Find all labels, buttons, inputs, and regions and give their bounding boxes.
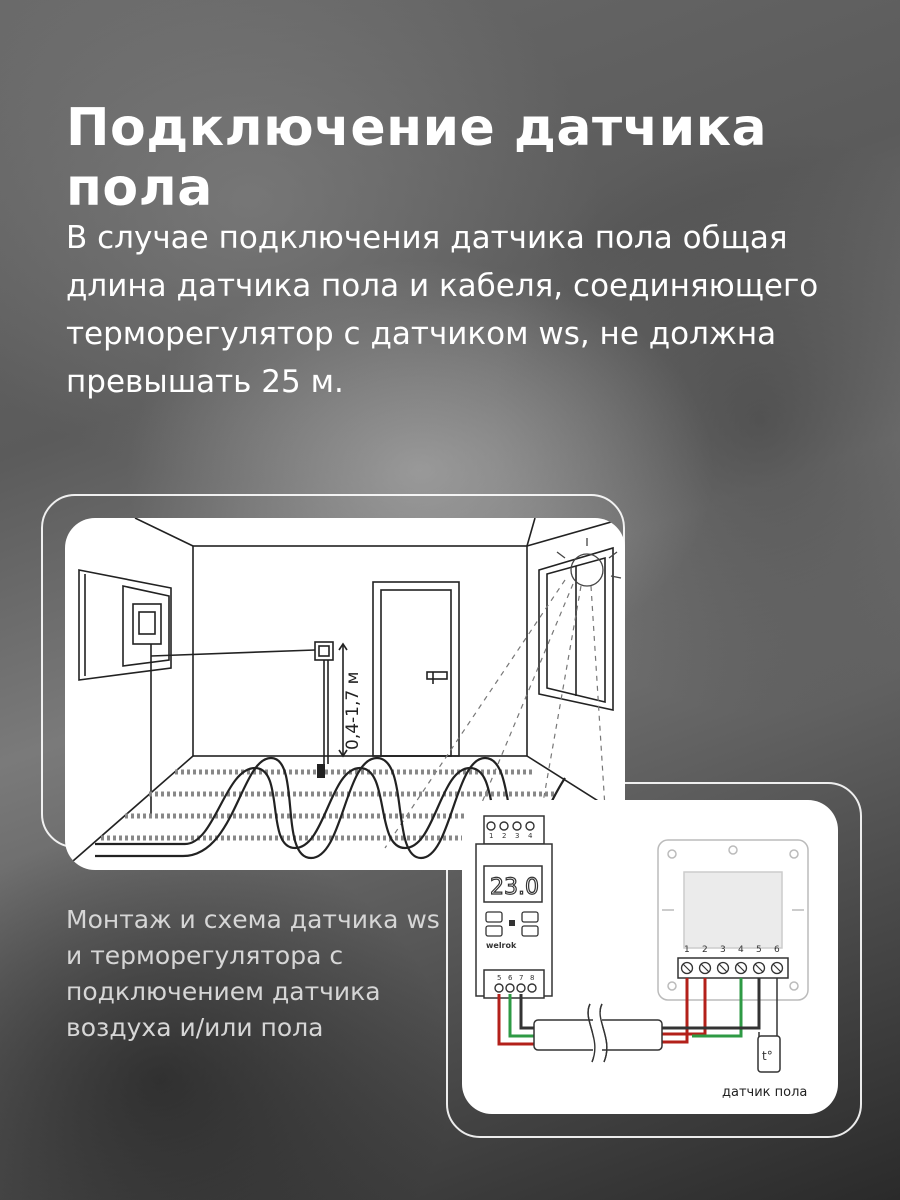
din-thermostat <box>476 816 552 998</box>
sensor-symbol: t° <box>762 1049 773 1063</box>
wiring-diagram <box>462 800 838 1114</box>
description-text: В случае подключения датчика пола общая длина датчика пола и кабеля, соединяющего терморегулятор с датчиком ws, не должна превышать 25 м. <box>66 220 819 400</box>
top-terminal-2: 2 <box>502 832 507 840</box>
top-terminal-3: 3 <box>515 832 520 840</box>
thermostat-display: 23.0 <box>490 875 539 900</box>
socket-terminal-4: 4 <box>738 945 744 955</box>
height-label: 0,4-1,7 м <box>343 671 363 750</box>
bottom-terminal-6: 6 <box>508 974 513 982</box>
page-title: Подключение датчика пола <box>66 98 768 218</box>
socket-terminal-3: 3 <box>720 945 726 955</box>
top-terminal-1: 1 <box>489 832 494 840</box>
brand-label: welrok <box>486 941 517 950</box>
bottom-terminal-7: 7 <box>519 974 524 982</box>
top-terminal-4: 4 <box>528 832 533 840</box>
socket-terminal-2: 2 <box>702 945 708 955</box>
sensor-label: датчик пола <box>722 1085 808 1100</box>
caption-text: Монтаж и схема датчика ws и терморегулятора с подключением датчика воздуха и/или пола <box>66 905 440 1042</box>
bottom-terminal-8: 8 <box>530 974 535 982</box>
bottom-terminal-5: 5 <box>497 974 502 982</box>
socket-terminal-5: 5 <box>756 945 762 955</box>
socket-terminal-6: 6 <box>774 945 780 955</box>
wiring-diagram-card <box>462 800 838 1114</box>
socket-terminal-1: 1 <box>684 945 690 955</box>
